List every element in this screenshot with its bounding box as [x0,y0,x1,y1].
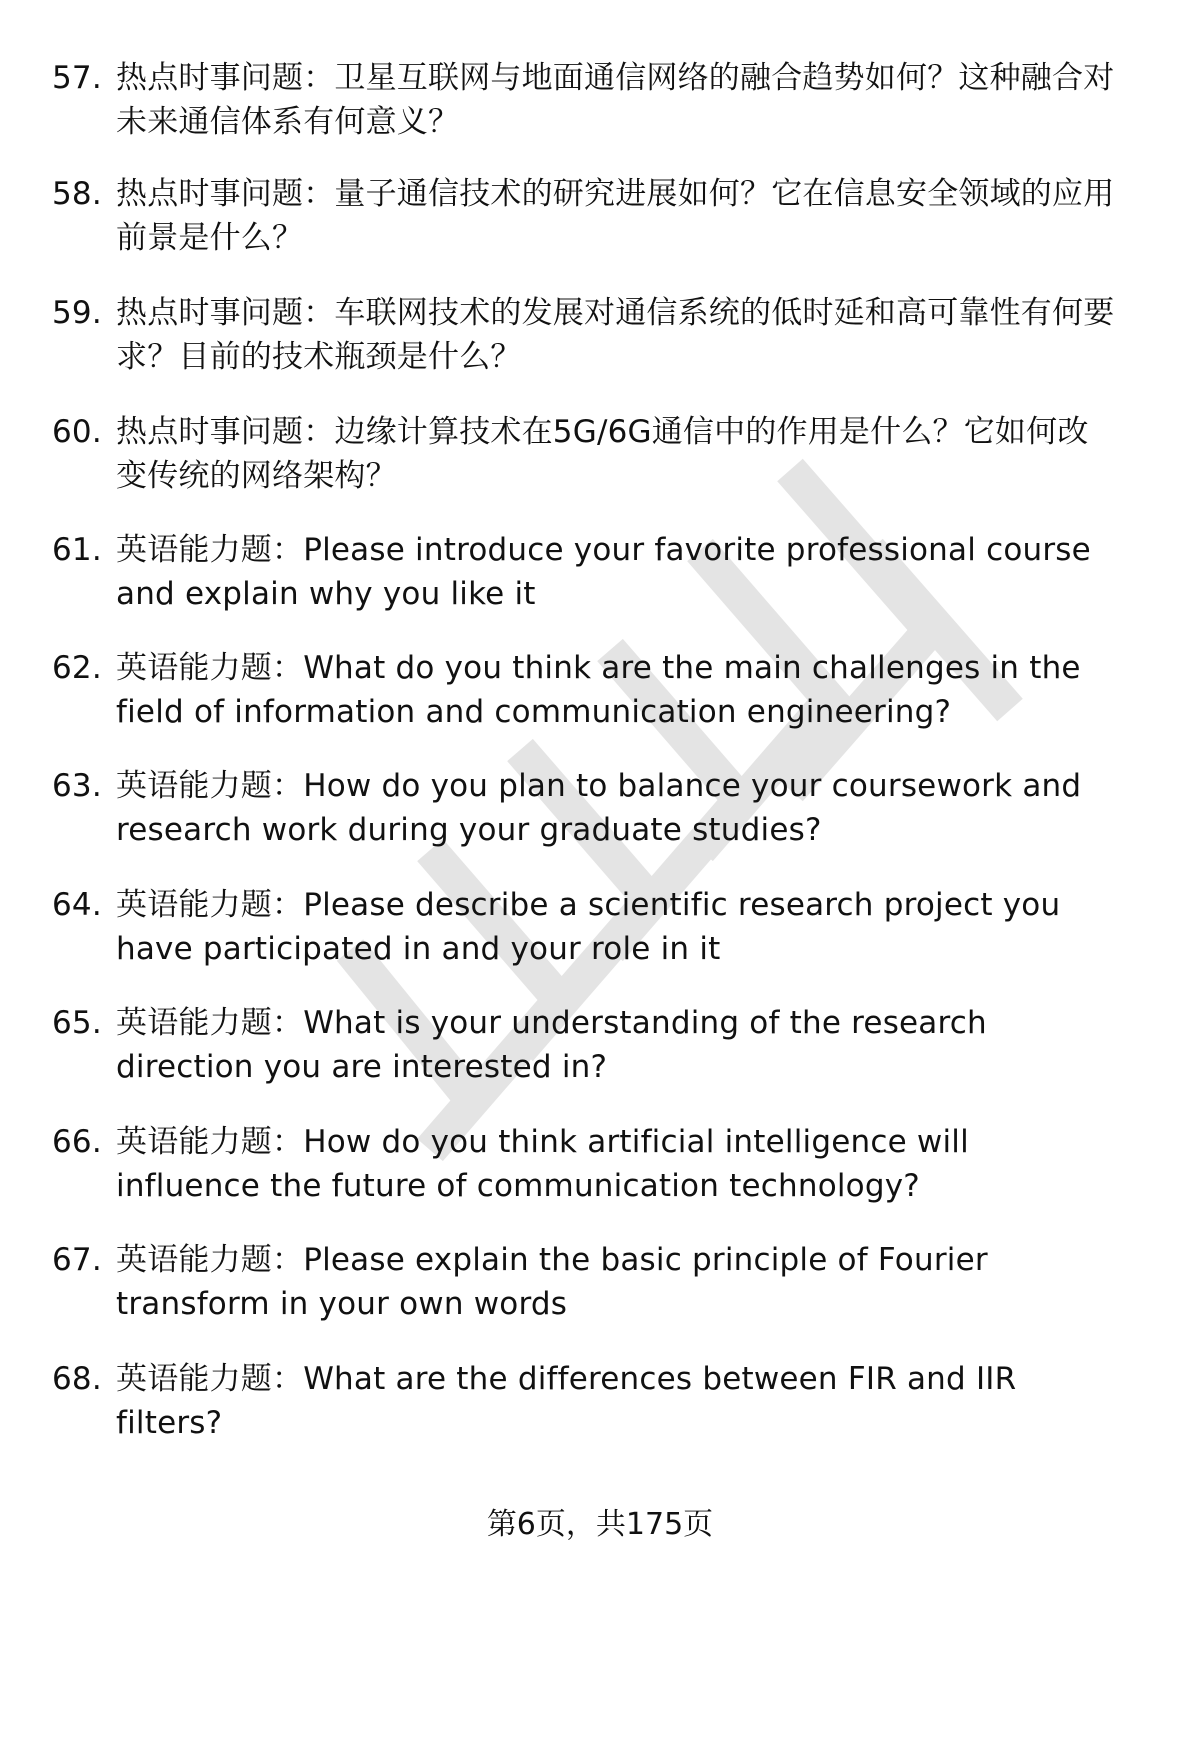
question-number: 61. [52,532,102,568]
question-number: 59. [52,295,102,331]
question-text: 英语能力题：What do you think are the main challenges in the field of information and communication engineering? [116,650,1081,730]
question-number: 65. [52,1005,102,1041]
question-text: 英语能力题：Please introduce your favorite professional course and explain why you like it [116,532,1091,612]
question-number: 63. [52,768,102,804]
question-number: 62. [52,650,102,686]
question-text: 热点时事问题：量子通信技术的研究进展如何？它在信息安全领域的应用前景是什么？ [116,176,1115,256]
question-number: 60. [52,414,102,450]
page-number-footer: 第6页，共175页 [486,1507,714,1542]
question-text: 英语能力题：Please explain the basic principle of Fourier transform in your own words [116,1242,988,1322]
question-text: 英语能力题：What are the differences between FIR and IIR filters? [116,1361,1017,1441]
question-number: 57. [52,60,102,96]
question-text: 英语能力题：What is your understanding of the research direction you are interested in? [116,1005,987,1085]
question-text: 英语能力题：How do you plan to balance your coursework and research work during your graduate studies? [116,768,1082,848]
question-text: 英语能力题：Please describe a scientific research project you have participated in and your role in it [116,887,1061,967]
question-text: 英语能力题：How do you think artificial intelligence will influence the future of communication technology? [116,1124,969,1204]
question-number: 58. [52,176,102,212]
question-number: 67. [52,1242,102,1278]
question-number: 64. [52,887,102,923]
question-number: 68. [52,1361,102,1397]
question-text: 热点时事问题：车联网技术的发展对通信系统的低时延和高可靠性有何要求？目前的技术瓶颈是什么？ [116,295,1115,375]
question-text: 热点时事问题：卫星互联网与地面通信网络的融合趋势如何？这种融合对未来通信体系有何意义？ [116,60,1115,140]
question-number: 66. [52,1124,102,1160]
question-text: 热点时事问题：边缘计算技术在5G/6G通信中的作用是什么？它如何改变传统的网络架构？ [116,414,1089,494]
